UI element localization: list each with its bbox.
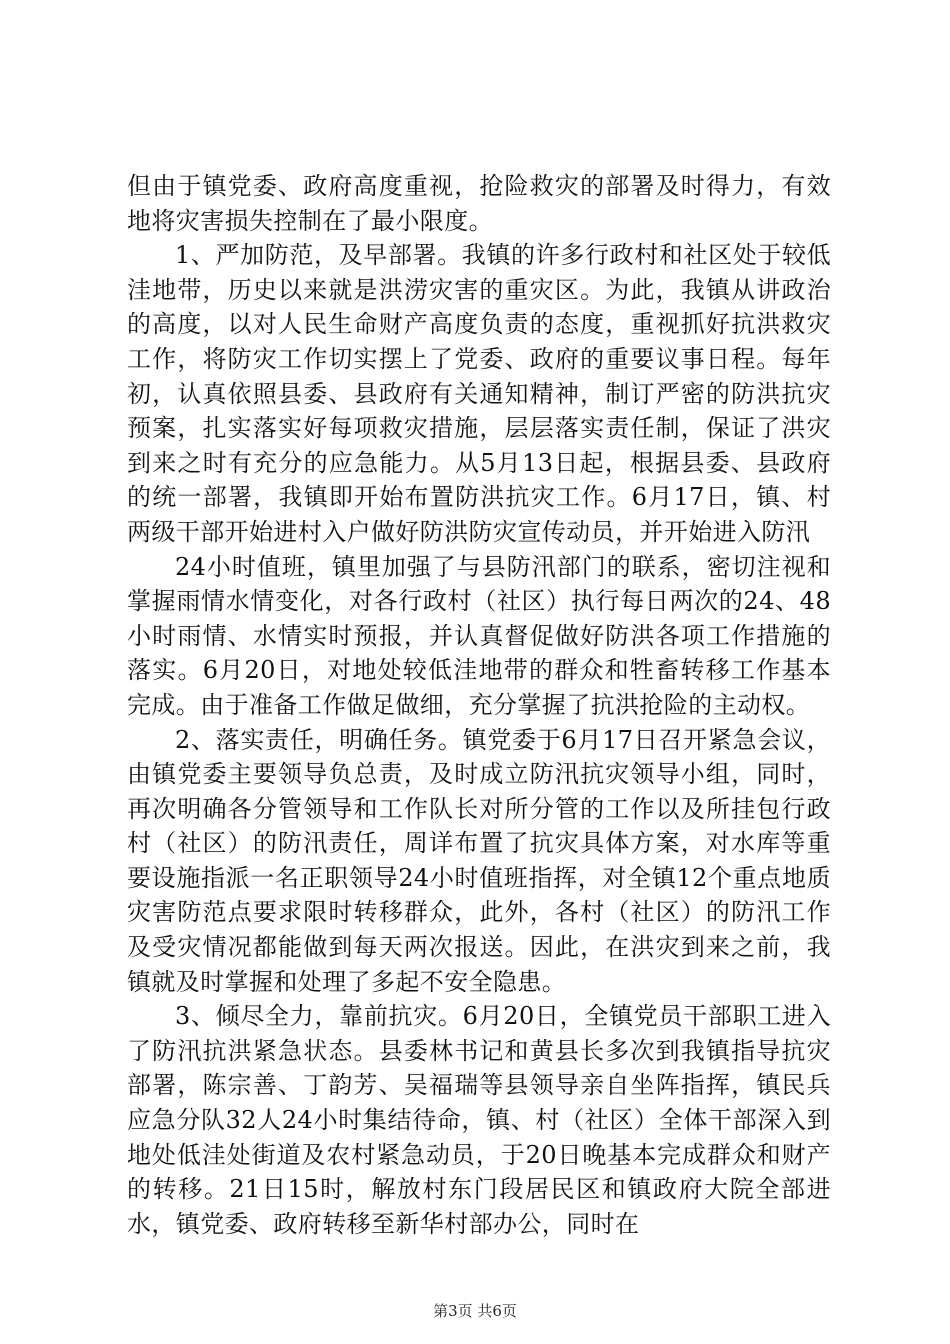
paragraph-1: 但由于镇党委、政府高度重视，抢险救灾的部署及时得力，有效地将灾害损失控制在了最小限度。 [127,172,831,235]
paragraph-2: 1、严加防范，及早部署。我镇的许多行政村和社区处于较低洼地带，历史以来就是洪涝灾害的重灾区。为此，我镇从讲政治的高度，以对人民生命财产高度负责的态度，重视抓好抗洪救灾工作，将防灾工作切实摆上了党委、政府的重要议事日程。每年初，认真依照县委、县政府有关通知精神，制订严密的防洪抗灾预案，扎实落实好每项救灾措施，层层落实责任制，保证了洪灾到来之时有充分的应急能力。从5月13日起，根据县委、县政府的统一部署，我镇即开始布置防洪抗灾工作。6月17日，镇、村两级干部开始进村入户做好防洪防灾宣传动员，并开始进入防汛 [127,241,831,546]
paragraph-5: 3、倾尽全力，靠前抗灾。6月20日，全镇党员干部职工进入了防汛抗洪紧急状态。县委林书记和黄县长多次到我镇指导抗灾部署，陈宗善、丁韵芳、吴福瑞等县领导亲自坐阵指挥，镇民兵应急分队32人24小时集结待命，镇、村（社区）全体干部深入到地处低洼处街道及农村紧急动员，于20日晚基本完成群众和财产的转移。21日15时，解放村东门段居民区和镇政府大院全部进水，镇党委、政府转移至新华村部办公，同时在 [127,1002,831,1238]
document-body [127,169,831,1241]
paragraph-4: 2、落实责任，明确任务。镇党委于6月17日召开紧急会议，由镇党委主要领导负总责，及时成立防汛抗灾领导小组，同时，再次明确各分管领导和工作队长对所分管的工作以及所挂包行政村（社区）的防汛责任，周详布置了抗灾具体方案，对水库等重要设施指派一名正职领导24小时值班指挥，对全镇12个重点地质灾害防范点要求限时转移群众，此外，各村（社区）的防汛工作及受灾情况都能做到每天两次报送。因此，在洪灾到来之前，我镇就及时掌握和处理了多起不安全隐患。 [127,725,831,996]
page-footer: 第3页 共6页 [433,1302,517,1320]
paragraph-3: 24小时值班，镇里加强了与县防汛部门的联系，密切注视和掌握雨情水情变化，对各行政村（社区）执行每日两次的24、48小时雨情、水情实时预报，并认真督促做好防洪各项工作措施的落实。6月20日，对地处较低洼地带的群众和牲畜转移工作基本完成。由于准备工作做足做细，充分掌握了抗洪抢险的主动权。 [127,552,831,719]
